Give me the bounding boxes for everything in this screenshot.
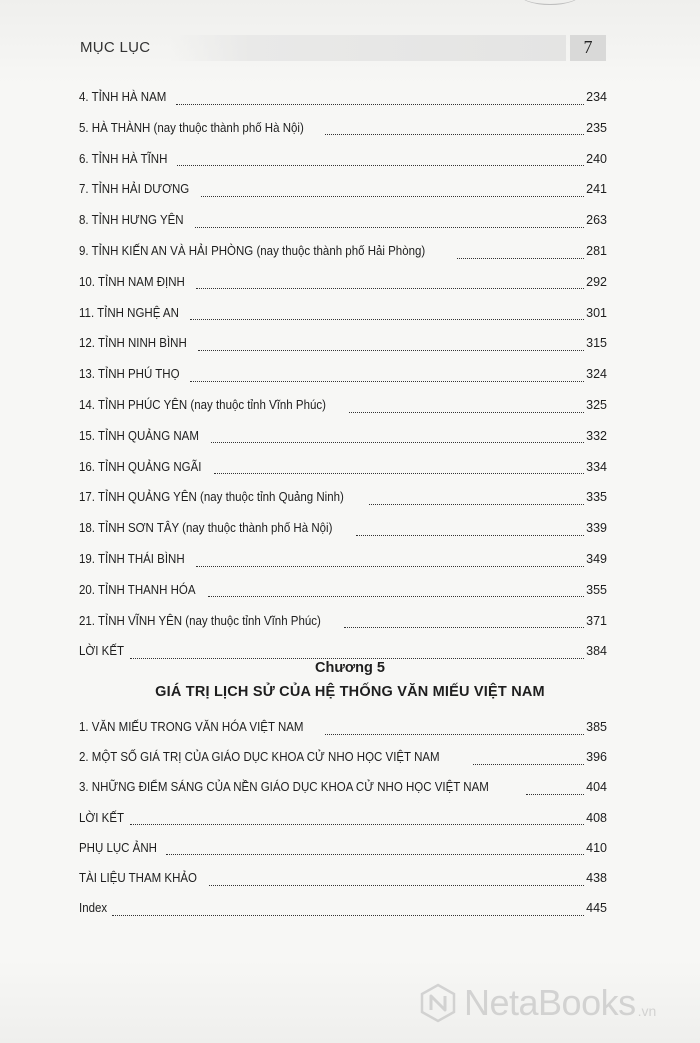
toc-leader-dots [166, 842, 584, 855]
toc-entry-title: 4. TỈNH HÀ NAM [79, 90, 167, 104]
toc-entry-title: 5. HÀ THÀNH (nay thuộc thành phố Hà Nội) [79, 120, 304, 135]
toc-leader-dots [209, 873, 584, 886]
toc-entry-page: 384 [586, 644, 607, 659]
toc-leader-dots [369, 492, 584, 505]
toc-entry-page: 408 [586, 810, 607, 825]
toc-entry-title: 13. TỈNH PHÚ THỌ [79, 367, 180, 382]
toc-entry-page: 234 [586, 90, 607, 104]
header-bar [170, 35, 566, 61]
toc-entry-page: 396 [586, 750, 607, 765]
toc-entry [79, 241, 607, 261]
toc-leader-dots [130, 646, 584, 659]
toc-leader-dots [344, 615, 584, 628]
watermark-suffix: .vn [637, 1003, 657, 1019]
toc-entry [79, 179, 607, 199]
chapter-title: GIÁ TRỊ LỊCH SỬ CỦA HỆ THỐNG VĂN MIẾU VIỆT NAM [155, 684, 545, 700]
toc-entry [79, 364, 607, 384]
toc-entry [79, 838, 607, 858]
toc-leader-dots [473, 752, 584, 765]
section-label: MỤC LỤC [80, 39, 151, 56]
toc-entry-title: 19. TỈNH THÁI BÌNH [79, 552, 185, 566]
toc-leader-dots [130, 812, 584, 825]
toc-leader-dots [196, 276, 584, 289]
toc-leader-dots [211, 430, 584, 443]
toc-entry-title: 6. TỈNH HÀ TĨNH [79, 151, 168, 166]
toc-entry-title: Index [79, 901, 108, 916]
toc-entry-title: TÀI LIỆU THAM KHẢO [79, 871, 198, 885]
toc-leader-dots [349, 400, 584, 413]
toc-entry-title: 9. TỈNH KIẾN AN VÀ HẢI PHÒNG (nay thuộc thành phố Hải Phòng) [79, 244, 426, 258]
toc-entry-page: 315 [586, 336, 607, 351]
toc-entry [79, 487, 607, 507]
toc-entry-title: 7. TỈNH HẢI DƯƠNG [79, 182, 190, 197]
toc-entry [79, 518, 607, 538]
toc-entry [79, 808, 607, 828]
toc-entry [79, 426, 607, 446]
toc-entry [79, 333, 607, 353]
toc-entry-page: 281 [586, 244, 607, 258]
toc-leader-dots [177, 153, 584, 166]
toc-entry-page: 335 [586, 490, 607, 505]
toc-entry-title: 8. TỈNH HƯNG YÊN [79, 213, 184, 228]
toc-entry [79, 868, 607, 888]
toc-entry [79, 457, 607, 477]
toc-entry-page: 324 [586, 367, 607, 382]
toc-entry [79, 898, 607, 918]
toc-entry-title: 18. TỈNH SƠN TÂY (nay thuộc thành phố Hà Nội) [79, 521, 333, 536]
toc-entry-page: 438 [586, 871, 607, 885]
toc-leader-dots [190, 369, 584, 382]
toc-entry-page: 332 [586, 428, 607, 443]
toc-entry-page: 301 [586, 305, 607, 320]
toc-leader-dots [176, 92, 584, 105]
toc-entry-page: 404 [586, 780, 607, 795]
toc-entry-page: 325 [586, 398, 607, 412]
toc-entry [79, 272, 607, 292]
toc-entry-title: 20. TỈNH THANH HÓA [79, 582, 196, 597]
toc-entry-page: 349 [586, 552, 607, 566]
toc-leader-dots [457, 246, 584, 259]
watermark [418, 978, 656, 1028]
toc-entry [79, 87, 607, 107]
toc-entry-title: LỜI KẾT [79, 810, 125, 825]
watermark-brand: NetaBooks [464, 982, 636, 1023]
toc-entry-page: 292 [586, 274, 607, 289]
page-number-box [570, 35, 606, 61]
toc-entry-page: 235 [586, 120, 607, 135]
toc-entry-title: 2. MỘT SỐ GIÁ TRỊ CỦA GIÁO DỤC KHOA CỬ NHO HỌC VIỆT NAM [79, 750, 440, 765]
toc-entry [79, 549, 607, 569]
toc-leader-dots [325, 122, 584, 135]
toc-entry-title: LỜI KẾT [79, 644, 125, 659]
toc-entry [79, 611, 607, 631]
toc-entry-page: 334 [586, 459, 607, 474]
toc-entry [79, 149, 607, 169]
toc-leader-dots [198, 338, 584, 351]
toc-entry [79, 580, 607, 600]
toc-entry-page: 339 [586, 521, 607, 536]
toc-leader-dots [526, 782, 584, 795]
toc-entry-title: PHỤ LỤC ẢNH [79, 840, 157, 855]
toc-entry [79, 118, 607, 138]
chapter-number: Chương 5 [315, 660, 385, 676]
toc-entry-title: 10. TỈNH NAM ĐỊNH [79, 274, 185, 289]
toc-entry-title: 16. TỈNH QUẢNG NGÃI [79, 459, 202, 474]
toc-leader-dots [214, 461, 584, 474]
toc-entry-title: 3. NHỮNG ĐIỂM SÁNG CỦA NỀN GIÁO DỤC KHOA CỬ NHO HỌC VIỆT NAM [79, 780, 489, 795]
toc-entry-title: 21. TỈNH VĨNH YÊN (nay thuộc tỉnh Vĩnh Phúc) [79, 613, 321, 628]
toc-entry [79, 210, 607, 230]
toc-entry-page: 371 [586, 613, 607, 628]
toc-entry [79, 395, 607, 415]
toc-leader-dots [208, 584, 584, 597]
toc-leader-dots [196, 554, 584, 567]
toc-entry-page: 241 [586, 182, 607, 197]
toc-entry-page: 263 [586, 213, 607, 228]
toc-entry [79, 303, 607, 323]
toc-entry-page: 240 [586, 151, 607, 166]
toc-leader-dots [112, 903, 585, 916]
toc-leader-dots [325, 722, 584, 735]
netabooks-logo-icon [418, 983, 458, 1023]
toc-entry-title: 11. TỈNH NGHỆ AN [79, 305, 179, 320]
toc-leader-dots [356, 523, 584, 536]
toc-entry-page: 385 [586, 720, 607, 734]
toc-leader-dots [201, 184, 584, 197]
toc-leader-dots [195, 215, 584, 228]
toc-entry [79, 747, 607, 767]
toc-entry [79, 641, 607, 661]
toc-entry-page: 355 [586, 582, 607, 597]
page-header [0, 35, 700, 63]
toc-entry-title: 17. TỈNH QUẢNG YÊN (nay thuộc tỉnh Quảng Ninh) [79, 490, 344, 505]
toc-entry-title: 12. TỈNH NINH BÌNH [79, 336, 187, 351]
toc-entry-title: 15. TỈNH QUẢNG NAM [79, 428, 199, 443]
toc-entry-page: 445 [586, 901, 607, 916]
toc-entry-title: 14. TỈNH PHÚC YÊN (nay thuộc tỉnh Vĩnh Phúc) [79, 398, 326, 412]
page-number: 7 [583, 37, 593, 57]
toc-entry-title: 1. VĂN MIẾU TRONG VĂN HÓA VIỆT NAM [79, 720, 304, 734]
toc-entry [79, 777, 607, 797]
toc-entry [79, 717, 607, 737]
toc-leader-dots [190, 307, 585, 320]
toc-entry-page: 410 [586, 840, 607, 855]
